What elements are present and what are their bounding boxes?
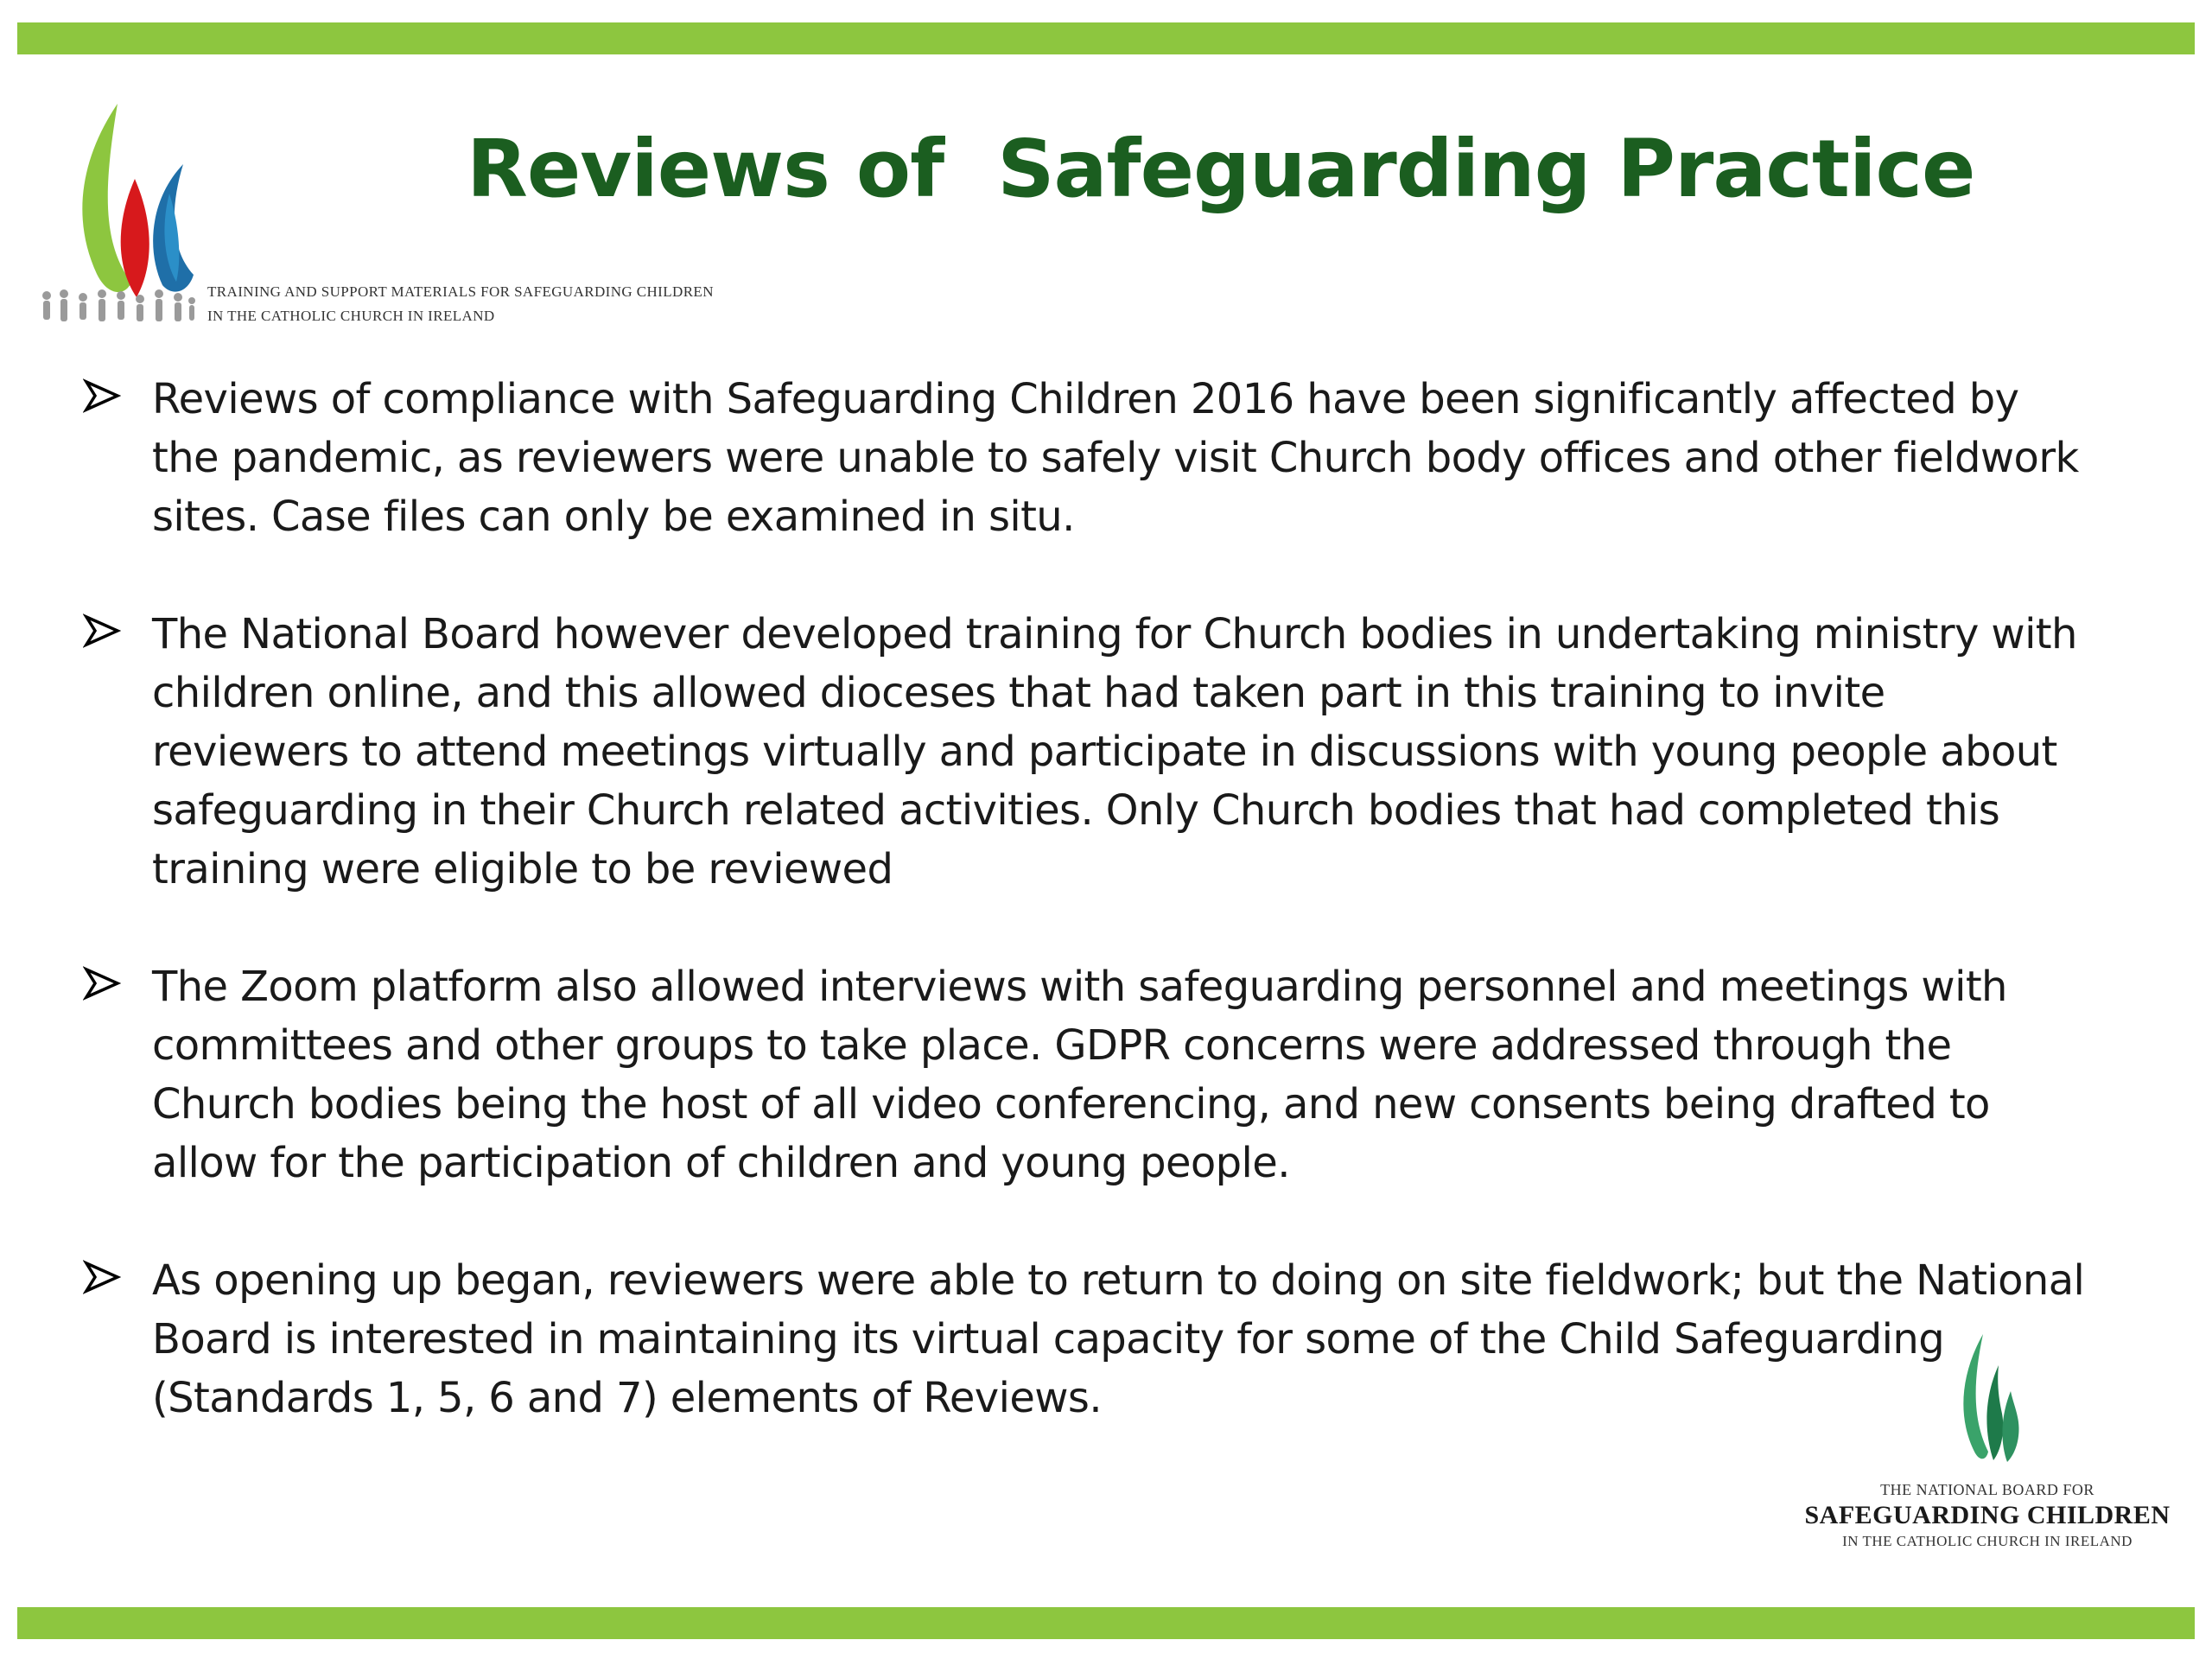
arrow-bullet-icon	[83, 612, 121, 650]
arrow-bullet-icon	[83, 1258, 121, 1296]
arrow-bullet-icon	[83, 377, 121, 415]
tagline-line-2: IN THE CATHOLIC CHURCH IN IRELAND	[207, 308, 495, 324]
tagline-line-1: TRAINING AND SUPPORT MATERIALS FOR SAFEGUARDING CHILDREN	[207, 283, 714, 300]
board-logo-line-3: IN THE CATHOLIC CHURCH IN IRELAND	[1842, 1533, 2133, 1549]
slide-title: Reviews of Safeguarding Practice	[467, 123, 1975, 215]
board-logo-line-1: THE NATIONAL BOARD FOR	[1880, 1481, 2094, 1498]
bottom-accent-bar	[17, 1607, 2195, 1639]
bullet-text: The National Board however developed training for Church bodies in undertaking ministry with children online, and this allowed dioceses that had taken part in this training to invite reviewers to attend meetings virtually and participate in discussions with young people about safeguarding in their Church related activities. Only Church bodies that had completed this training were eligible to be reviewed	[152, 610, 2077, 893]
bullet-item	[83, 605, 2088, 899]
board-logo-line-2: SAFEGUARDING CHILDREN	[1804, 1501, 2171, 1529]
bullet-list	[83, 370, 2088, 1486]
flame-logo-icon	[64, 97, 228, 304]
top-accent-bar	[17, 22, 2195, 54]
bullet-text: The Zoom platform also allowed interviews with safeguarding personnel and meetings with committees and other groups to take place. GDPR concerns were addressed through the Church bodies being the host of all video conferencing, and new consents being drafted to allow for the participation of children and young people.	[152, 963, 2007, 1187]
national-board-logo	[1763, 1331, 2212, 1555]
arrow-bullet-icon	[83, 964, 121, 1002]
bullet-item	[83, 957, 2088, 1192]
green-flame-logo-icon	[1948, 1331, 2026, 1469]
logo-tagline	[207, 280, 812, 328]
bullet-text: As opening up began, reviewers were able to return to doing on site fieldwork; but the National Board is interested in maintaining its virtual capacity for some of the Child Safeguarding (Standards 1, 5, 6 and 7) elements of Reviews.	[152, 1256, 2085, 1422]
bullet-item	[83, 370, 2088, 546]
children-figures-icon	[38, 285, 198, 337]
bullet-text: Reviews of compliance with Safeguarding Children 2016 have been significantly affected by the pandemic, as reviewers were unable to safely visit Church body offices and other fieldwork sites. Case files can only be examined in situ.	[152, 375, 2079, 541]
